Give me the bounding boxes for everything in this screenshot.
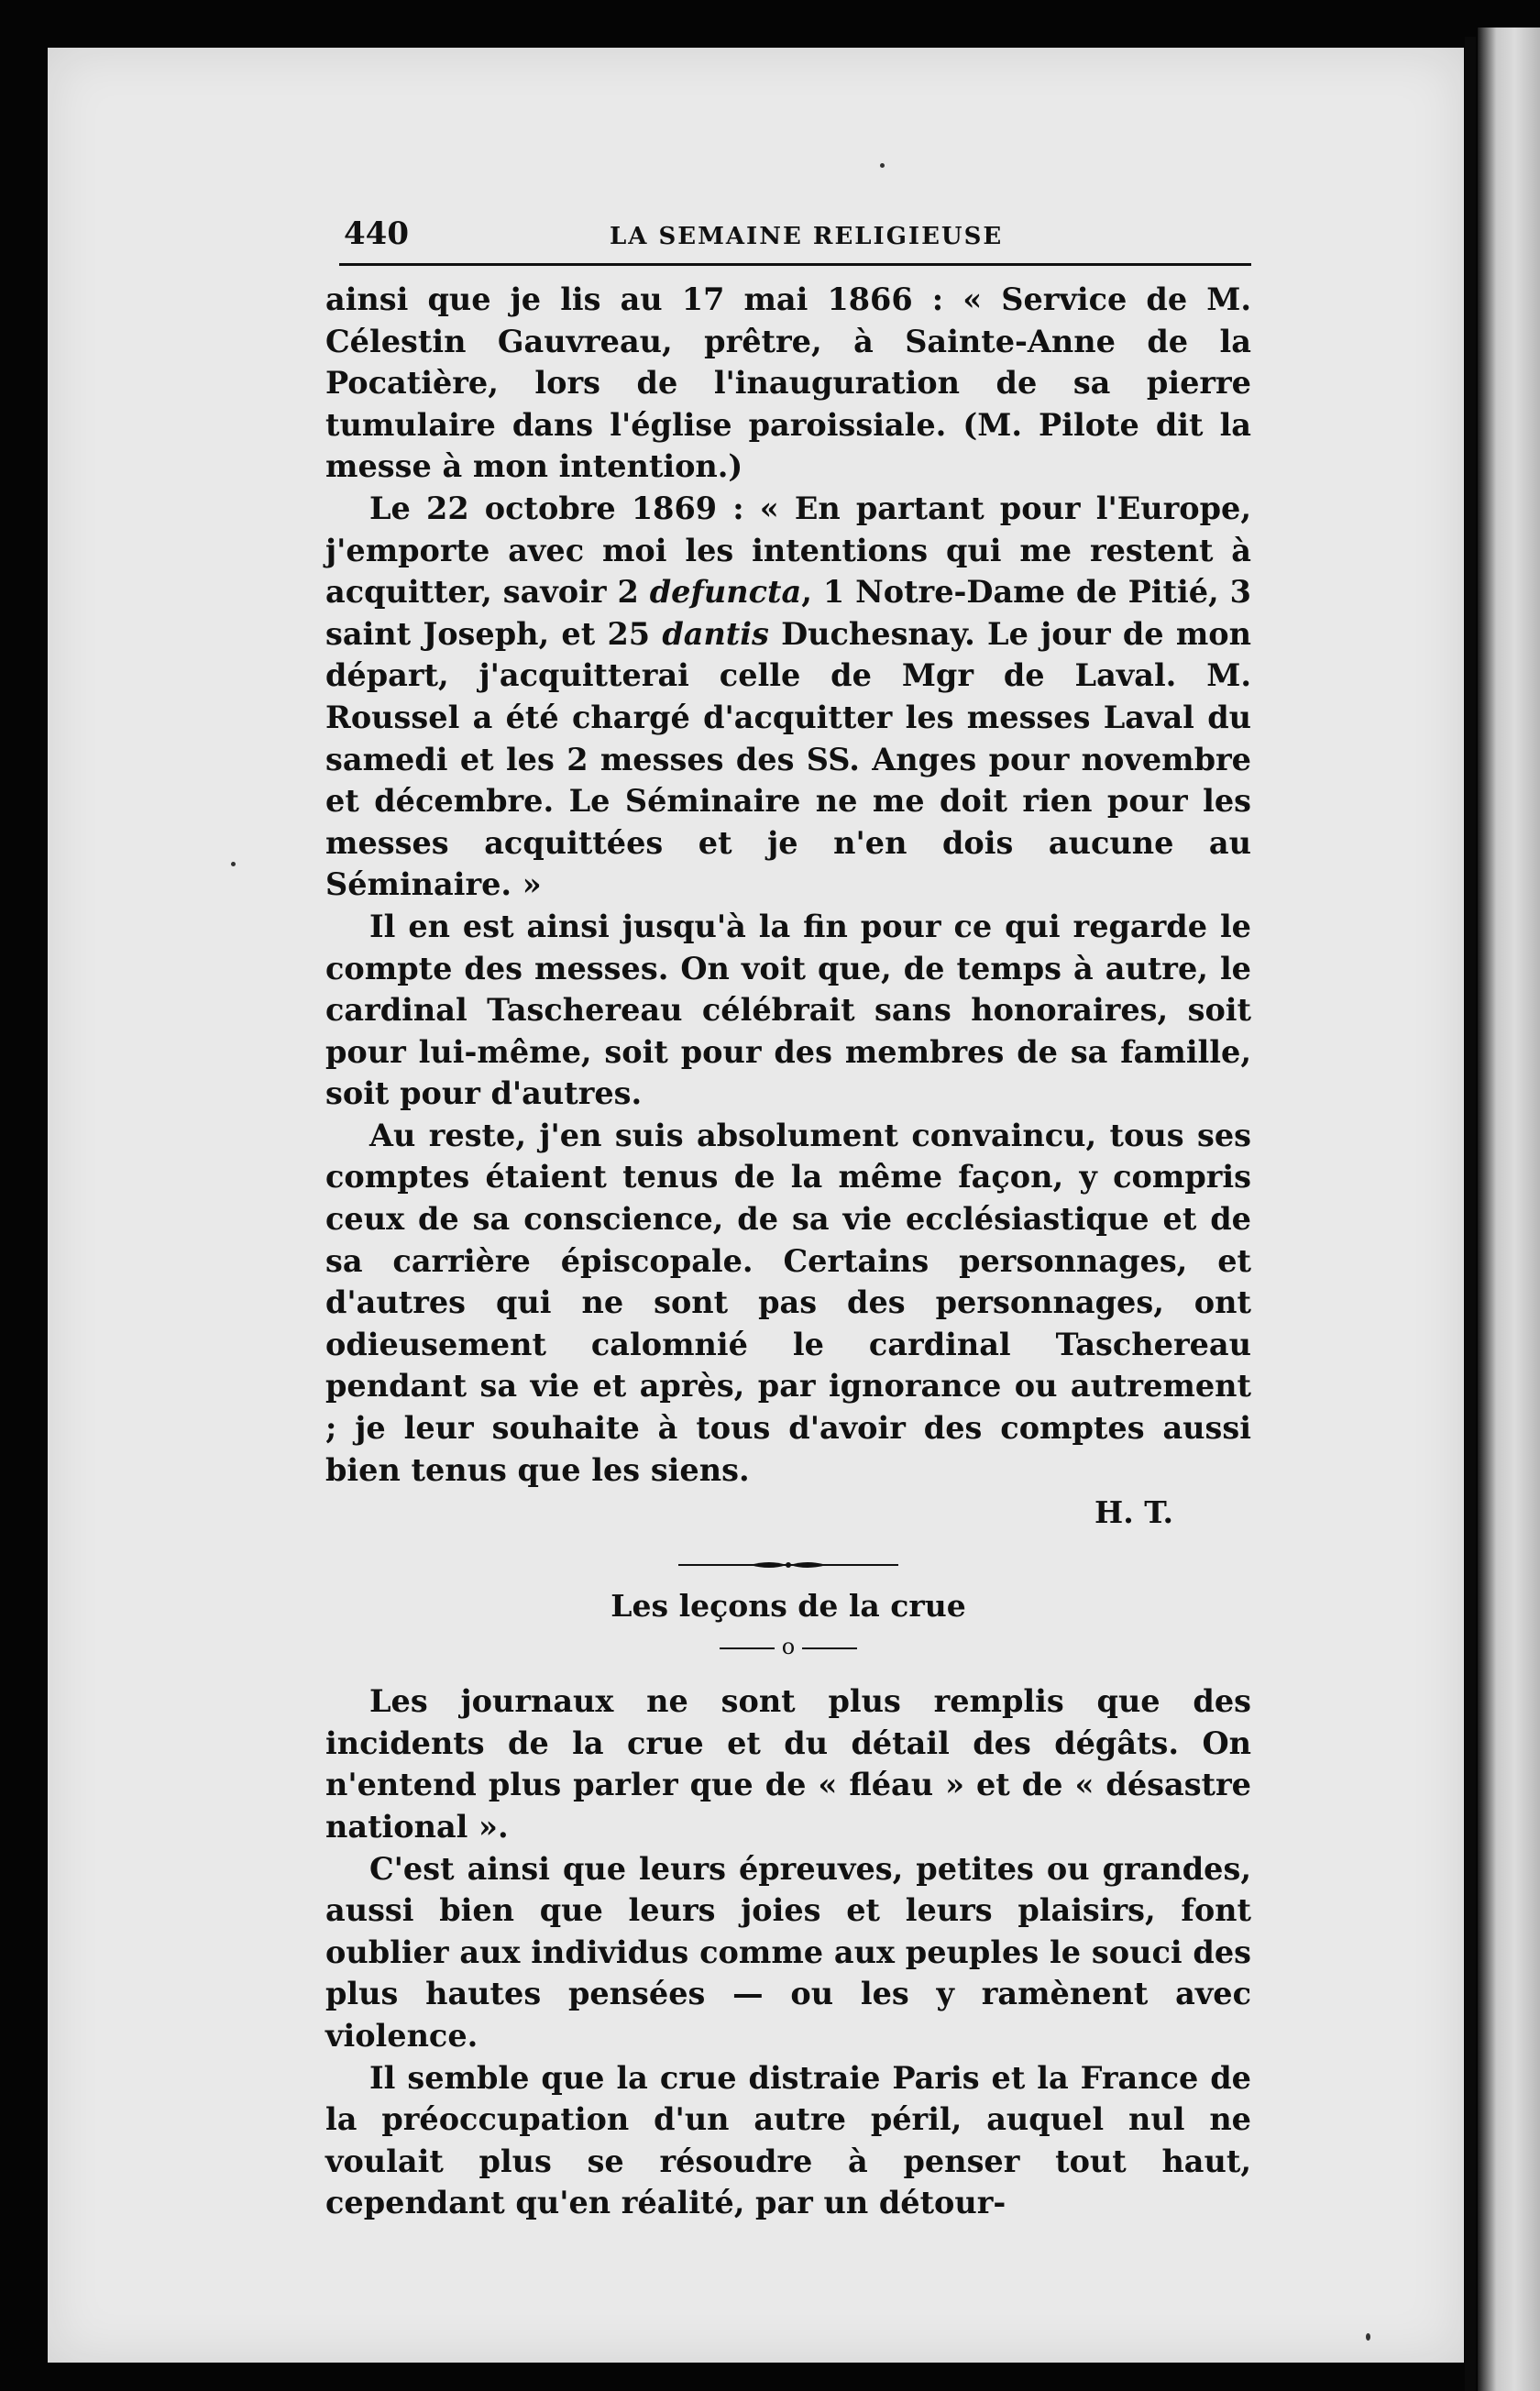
italic-text: dantis xyxy=(662,615,769,652)
article-body-2 xyxy=(325,1680,1251,2224)
article-body-1 xyxy=(325,279,1251,1491)
dust-speck xyxy=(1366,2333,1370,2341)
dust-speck xyxy=(231,862,236,866)
paragraph: Il semble que la crue distraie Paris et la France de la préoccupation d'un autre péril, auquel nul ne voulait plus se résoudre à penser tout haut, cependant qu'en réalité, par un détour- xyxy=(325,2059,1251,2221)
page-number: 440 xyxy=(344,215,409,252)
separator-dash xyxy=(720,1647,775,1649)
text-run: Duchesnay. Le jour de mon départ, j'acquitterai celle de Mgr de Laval. M. Roussel a été chargé d'acquitter les messes Laval du samedi et les 2 messes des SS. Anges pour novembre et décembre. Le Séminaire ne me doit rien pour les messes acquittées et je n'en dois aucune au Séminaire. » xyxy=(325,615,1251,903)
binding-gutter xyxy=(1465,37,1476,2391)
running-title: LA SEMAINE RELIGIEUSE xyxy=(610,223,1004,250)
separator-mark: o xyxy=(781,1634,796,1660)
page-content xyxy=(325,215,1251,2224)
author-signature: H. T. xyxy=(1094,1494,1173,1531)
separator-dash xyxy=(802,1647,857,1649)
facing-page-edge xyxy=(1478,28,1540,2391)
header-rule xyxy=(339,263,1251,266)
paragraph xyxy=(325,488,1251,906)
paragraph: Au reste, j'en suis absolument convaincu, tous ses comptes étaient tenus de la même façon, y compris ceux de sa conscience, de sa vie ecclésiastique et de sa carrière épiscopale. Certains personnages, et d'autres qui ne sont pas des personnages, ont odieusement calomnié le cardinal Taschereau pendant sa vie et après, par ignorance ou autrement ; je leur souhaite à tous d'avoir des comptes aussi bien tenus que les siens. xyxy=(325,1117,1251,1488)
paragraph: Il en est ainsi jusqu'à la fin pour ce qui regarde le compte des messes. On voit que, de temps à autre, le cardinal Taschereau célébrait sans honoraires, soit pour lui-même, soit pour des membres de sa famille, soit pour d'autres. xyxy=(325,908,1251,1112)
article-title: Les leçons de la crue xyxy=(610,1588,966,1625)
running-head xyxy=(325,215,1251,263)
dust-speck xyxy=(880,163,885,168)
text-run: , 1 Notre-Dame de Pitié, 3 saint Joseph, et 25 xyxy=(325,574,1251,652)
title-separator xyxy=(325,1633,1251,1660)
text-run: Le 22 octobre 1869 : « En partant pour l'Europe, j'emporte avec moi les intentions qui me restent à acquitter, savoir 2 xyxy=(325,490,1251,611)
italic-text: defuncta xyxy=(649,574,802,611)
paragraph: ainsi que je lis au 17 mai 1866 : « Service de M. Célestin Gauvreau, prêtre, à Sainte-Anne de la Pocatière, lors de l'inauguration de sa pierre tumulaire dans l'église paroissiale. (M. Pilote dit la messe à mon intention.) xyxy=(325,281,1251,485)
paragraph: Les journaux ne sont plus remplis que des incidents de la crue et du détail des dégâts. On n'entend plus parler que de « fléau » et de « désastre national ». xyxy=(325,1683,1251,1845)
paragraph: C'est ainsi que leurs épreuves, petites ou grandes, aussi bien que leurs joies et leurs plaisirs, font oublier aux individus comme aux peuples le souci des plus hautes pensées — ou les y ramènent avec violence. xyxy=(325,1850,1251,2054)
section-divider-ornament xyxy=(678,1559,898,1571)
